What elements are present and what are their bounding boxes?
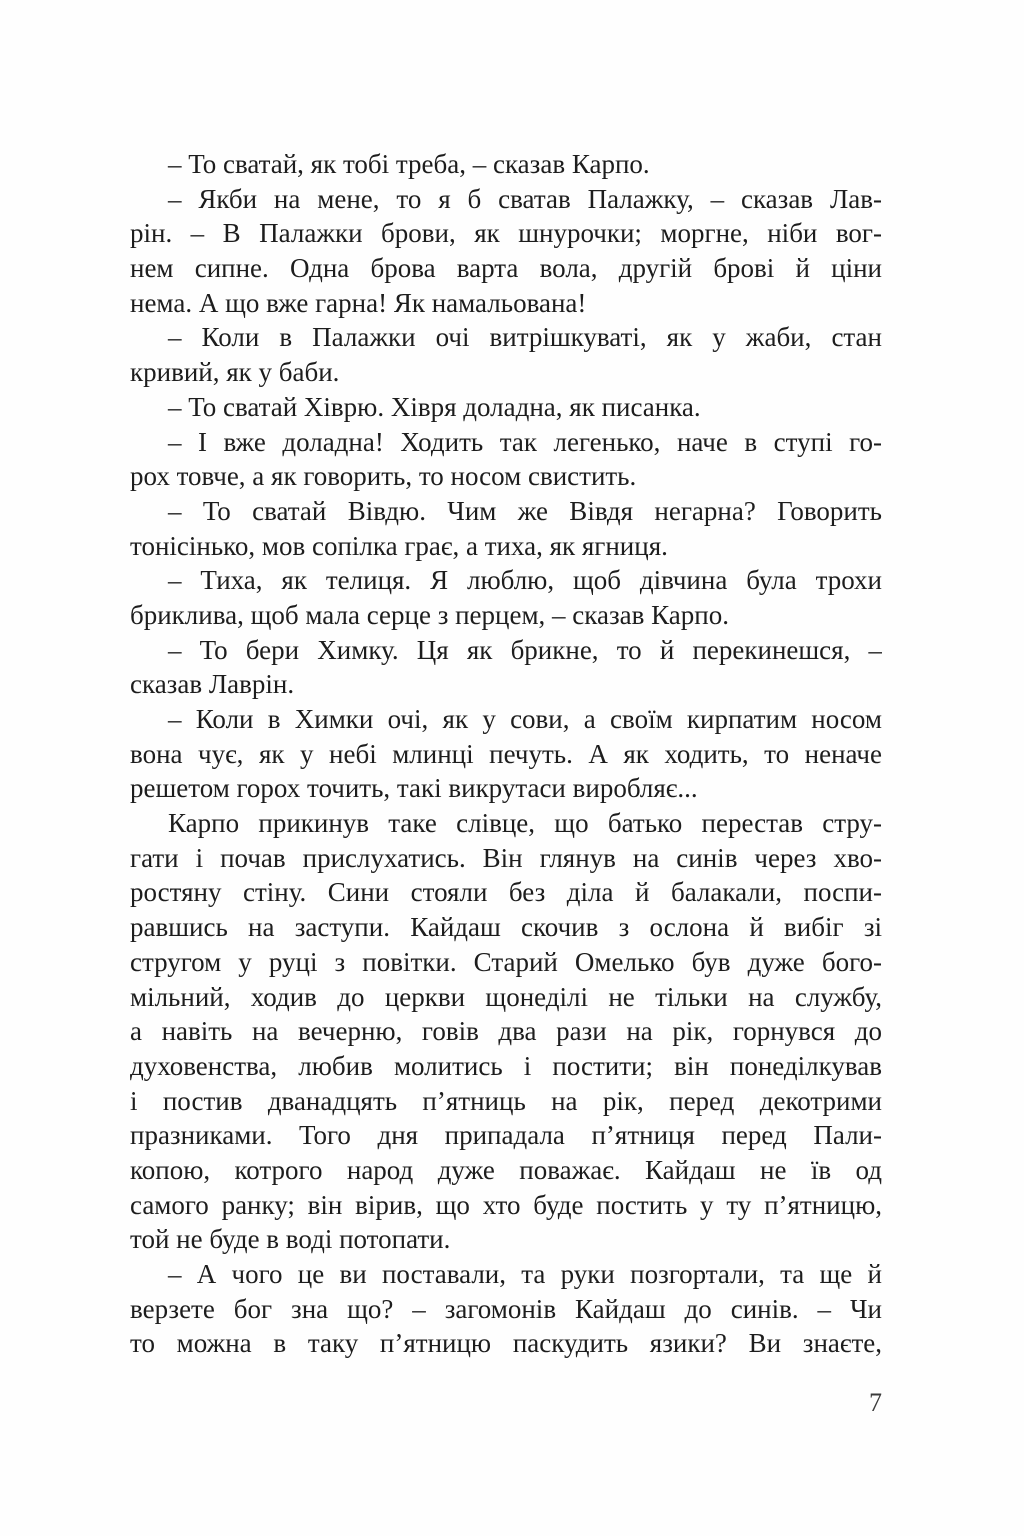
text-line: – То сватай Хіврю. Хівря доладна, як писанка. xyxy=(168,391,701,422)
text-line: верзете бог зна що? – загомонів Кайдаш до синів. – Чи xyxy=(130,1293,882,1324)
text-line: решетом горох точить, такі викрутаси виробляє... xyxy=(130,773,698,804)
paragraph xyxy=(130,563,882,632)
text-line: стругом у руці з повітки. Старий Омелько був дуже бого- xyxy=(130,946,882,977)
text-line: а навіть на вечерню, говів два рази на рік, горнувся до xyxy=(130,1016,882,1047)
text-line: – Якби на мене, то я б сватав Палажку, – сказав Лав- xyxy=(168,183,882,214)
text-line: нем сипне. Одна брова варта вола, другій брові й ціни xyxy=(130,253,882,284)
paragraph xyxy=(130,702,882,806)
text-line: то можна в таку п’ятницю паскудить язики? Ви знаєте, xyxy=(130,1328,882,1359)
text-line: і постив дванадцять п’ятниць на рік, перед декотрими xyxy=(130,1085,882,1116)
paragraph xyxy=(130,806,882,1257)
paragraph xyxy=(130,320,882,389)
text-line: рін. – В Палажки брови, як шнурочки; моргне, ніби вог- xyxy=(130,218,882,249)
paragraph xyxy=(130,494,882,563)
text-line: гати і почав прислухатись. Він глянув на синів через хво- xyxy=(130,842,882,873)
paragraph xyxy=(130,425,882,494)
text-line: сказав Лаврін. xyxy=(130,669,295,700)
text-line: кривий, як у баби. xyxy=(130,357,340,388)
text-line: – То сватай Вівдю. Чим же Вівдя негарна? Говорить xyxy=(168,495,882,526)
text-line: Карпо прикинув таке слівце, що батько перестав стру- xyxy=(168,808,882,839)
paragraph xyxy=(130,1257,882,1361)
text-line: нема. А що вже гарна! Як намальована! xyxy=(130,287,587,318)
text-line: бриклива, щоб мала серце з перцем, – сказав Карпо. xyxy=(130,599,729,630)
text-line: – То сватай, як тобі треба, – сказав Карпо. xyxy=(168,149,650,179)
paragraph xyxy=(130,633,882,702)
text-line: – І вже доладна! Ходить так легенько, наче в ступі го- xyxy=(168,426,882,457)
text-line: празниками. Того дня припадала п’ятниця перед Пали- xyxy=(130,1120,882,1151)
paragraph xyxy=(130,390,882,425)
text-line: – Коли в Химки очі, як у сови, а своїм кирпатим носом xyxy=(168,704,882,734)
text-line: – Коли в Палажки очі витрішкуваті, як у жаби, стан xyxy=(168,322,882,353)
page-number: 7 xyxy=(869,1388,882,1417)
text-line: той не буде в воді потопати. xyxy=(130,1224,451,1255)
page-text xyxy=(130,147,882,1361)
text-line: мільний, ходив до церкви щонеділі не тільки на службу, xyxy=(130,981,882,1012)
text-line: рох товче, а як говорить, то носом свистить. xyxy=(130,461,637,492)
text-line: равшись на заступи. Кайдаш скочив з ослона й вибіг зі xyxy=(130,912,882,943)
text-line: ростяну стіну. Сини стояли без діла й балакали, поспи- xyxy=(130,877,882,908)
text-line: самого ранку; він вірив, що хто буде постить у ту п’ятницю, xyxy=(130,1189,882,1220)
paragraph xyxy=(130,147,882,182)
text-line: копою, котрого народ дуже поважає. Кайдаш не їв од xyxy=(130,1154,882,1185)
text-line: духовенства, любив молитись і постити; він понеділкував xyxy=(130,1050,882,1081)
text-line: тонісінько, мов сопілка грає, а тиха, як ягниця. xyxy=(130,530,668,561)
text-line: – А чого це ви поставали, та руки позгортали, та ще й xyxy=(168,1259,882,1289)
text-line: вона чує, як у небі млинці печуть. А як ходить, то неначе xyxy=(130,738,882,769)
paragraph xyxy=(130,182,882,321)
text-line: – Тиха, як телиця. Я люблю, щоб дівчина була трохи xyxy=(168,565,882,596)
text-line: – То бери Химку. Ця як брикне, то й перекинешся, – xyxy=(168,634,882,665)
